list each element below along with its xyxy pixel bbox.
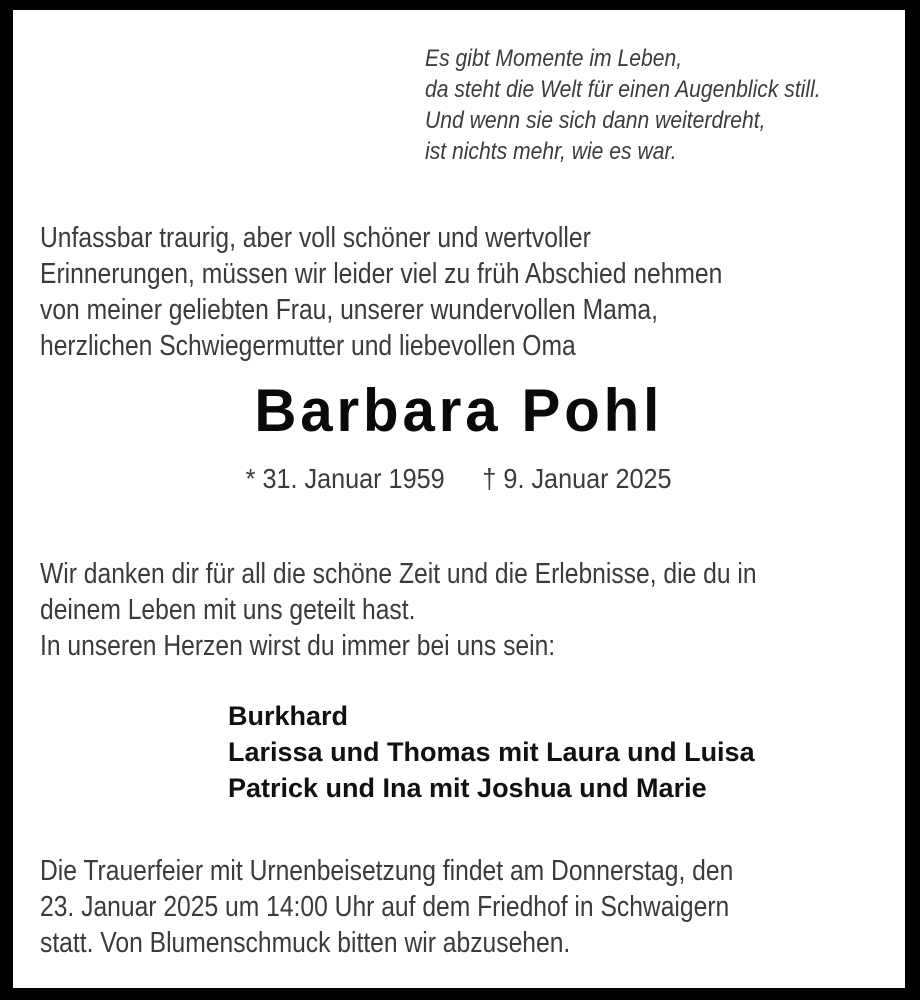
intro-line: Erinnerungen, müssen wir leider viel zu früh Abschied nehmen — [40, 258, 723, 290]
poem-line: Und wenn sie sich dann weiterdreht, — [425, 107, 766, 134]
funeral-line: statt. Von Blumenschmuck bitten wir abzusehen. — [40, 927, 571, 959]
thanks-line: deinem Leben mit uns geteilt hast. — [40, 594, 416, 626]
thanks-line: Wir danken dir für all die schöne Zeit und die Erlebnisse, die du in — [40, 558, 757, 590]
intro-line: von meiner geliebten Frau, unserer wundervollen Mama, — [40, 294, 658, 326]
funeral-line: 23. Januar 2025 um 14:00 Uhr auf dem Friedhof in Schwaigern — [40, 891, 730, 923]
family-line: Burkhard — [228, 701, 349, 731]
memorial-poem — [425, 43, 821, 167]
family-line: Patrick und Ina mit Joshua und Marie — [228, 773, 707, 803]
intro-text — [40, 220, 722, 364]
funeral-line: Die Trauerfeier mit Urnenbeisetzung findet am Donnerstag, den — [40, 855, 734, 887]
birth-date: * 31. Januar 1959 — [246, 463, 445, 494]
poem-line: ist nichts mehr, wie es war. — [425, 138, 677, 165]
family-names — [228, 698, 755, 806]
poem-line: Es gibt Momente im Leben, — [425, 45, 683, 72]
deceased-name-row — [13, 378, 905, 444]
intro-line: herzlichen Schwiegermutter und liebevollen Oma — [40, 330, 576, 362]
poem-line: da steht die Welt für einen Augenblick still. — [425, 76, 821, 103]
death-date: † 9. Januar 2025 — [482, 463, 672, 494]
funeral-info — [40, 853, 733, 961]
life-dates-row — [13, 462, 905, 496]
life-dates — [246, 462, 672, 496]
thanks-line: In unseren Herzen wirst du immer bei uns sein: — [40, 630, 556, 662]
deceased-name: Barbara Pohl — [254, 377, 664, 444]
thanks-text — [40, 556, 757, 664]
intro-line: Unfassbar traurig, aber voll schöner und wertvoller — [40, 222, 591, 254]
family-line: Larissa und Thomas mit Laura und Luisa — [228, 737, 755, 767]
